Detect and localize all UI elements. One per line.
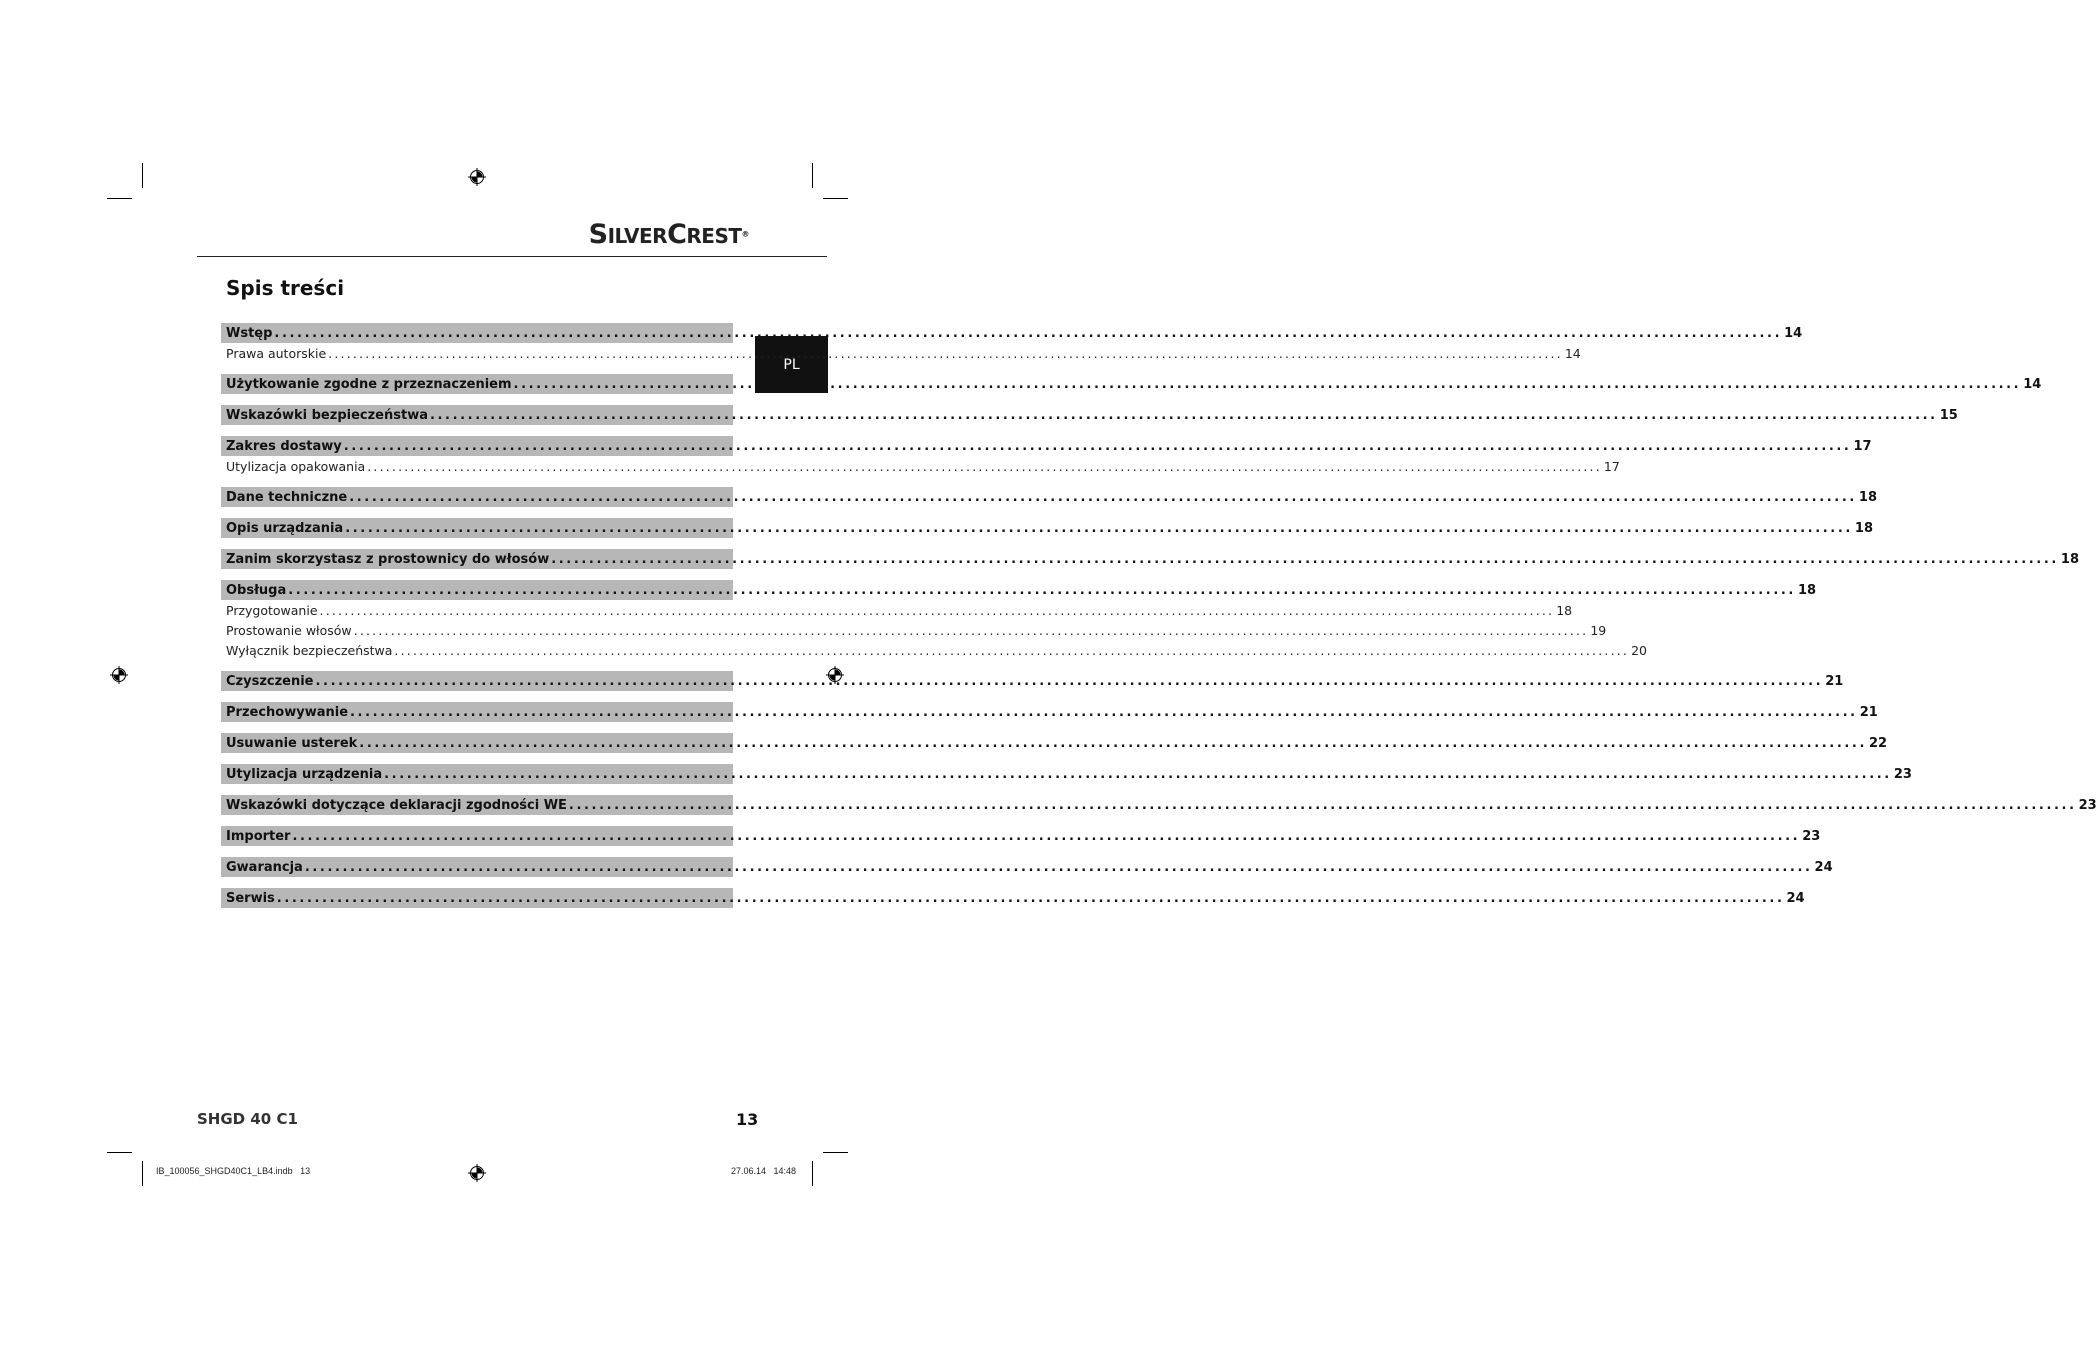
model-number: SHGD 40 C1 <box>197 1110 298 1128</box>
toc-entry-label: Przygotowanie <box>226 602 318 618</box>
page-number: 13 <box>736 1110 759 1129</box>
toc-entry-page: 23 <box>2078 797 2097 813</box>
crop-mark-top-left-h <box>107 198 132 199</box>
toc-entry-page: 14 <box>1784 325 1803 341</box>
toc-leader-dots: ........................................................................................................................................................................................................ <box>349 489 1857 505</box>
crop-mark-top-right-h <box>823 198 848 199</box>
toc-subsection[interactable] <box>221 640 1648 660</box>
toc-subsection[interactable] <box>221 620 1607 640</box>
toc-leader-dots: ........................................................................................................................................................................................................ <box>343 438 1852 454</box>
toc-leader-dots: ........................................................................................................................................................................................................ <box>345 520 1853 536</box>
toc-section[interactable] <box>221 487 1878 507</box>
toc-entry-label: Przechowywanie <box>226 704 349 720</box>
crop-mark-top-right-v <box>812 163 813 188</box>
toc-entry-label: Opis urządzania <box>226 520 344 536</box>
registration-mark-icon <box>110 666 128 684</box>
toc-entry-page: 19 <box>1590 622 1607 638</box>
crop-mark-bottom-right-h <box>823 1152 848 1153</box>
toc-entry-label: Utylizacja opakowania <box>226 458 366 474</box>
toc-entry-label: Importer <box>226 828 291 844</box>
toc-section[interactable] <box>221 733 1888 753</box>
toc-entry-page: 24 <box>1786 890 1805 906</box>
toc-entry-label: Wyłącznik bezpieczeństwa <box>226 642 393 658</box>
toc-entry-label: Wstęp <box>226 325 273 341</box>
print-slug-file: IB_100056_SHGD40C1_LB4.indb 13 <box>156 1166 311 1176</box>
toc-section[interactable] <box>221 671 1844 691</box>
toc-entry-page: 14 <box>2023 376 2042 392</box>
toc-entry-label: Wskazówki bezpieczeństwa <box>226 407 428 423</box>
toc-entry-page: 24 <box>1814 859 1833 875</box>
toc-leader-dots: ........................................................................................................................................................................................................ <box>568 797 2077 813</box>
toc-entry-label: Wskazówki dotyczące deklaracji zgodności WE <box>226 797 567 813</box>
toc-entry-page: 18 <box>2060 551 2080 567</box>
toc-leader-dots: ........................................................................................................................................................................................................ <box>359 735 1867 751</box>
crop-mark-bottom-right-v <box>812 1161 813 1186</box>
toc-section[interactable] <box>221 580 1817 600</box>
toc-section[interactable] <box>221 857 1833 877</box>
toc-leader-dots: ........................................................................................................................................................................................................ <box>353 622 1589 638</box>
toc-entry-label: Serwis <box>226 890 275 906</box>
toc-leader-dots: ........................................................................................................................................................................................................ <box>292 828 1801 844</box>
toc-leader-dots: ........................................................................................................................................................................................................ <box>367 458 1602 474</box>
toc-section[interactable] <box>221 436 1872 456</box>
toc-entry-label: Użytkowanie zgodne z przeznaczeniem <box>226 376 512 392</box>
toc-section[interactable] <box>221 826 1821 846</box>
toc-entry-label: Prawa autorskie <box>226 345 327 361</box>
toc-leader-dots: ........................................................................................................................................................................................................ <box>551 551 2059 567</box>
registration-mark-icon <box>468 168 486 186</box>
toc-entry-page: 18 <box>1858 489 1878 505</box>
toc-section[interactable] <box>221 764 1912 784</box>
toc-entry-label: Dane techniczne <box>226 489 348 505</box>
toc-section[interactable] <box>221 795 2097 815</box>
toc-leader-dots: ........................................................................................................................................................................................................ <box>513 376 2022 392</box>
toc-entry-label: Zanim skorzystasz z prostownicy do włosów <box>226 551 550 567</box>
toc-entry-label: Zakres dostawy <box>226 438 342 454</box>
toc-section[interactable] <box>221 888 1805 908</box>
toc-entry-label: Usuwanie usterek <box>226 735 358 751</box>
toc-entry-page: 23 <box>1893 766 1912 782</box>
brand-logo: SILVERCREST® <box>588 219 749 250</box>
toc-entry-page: 14 <box>1564 345 1581 361</box>
toc-entry-page: 18 <box>1556 602 1573 618</box>
toc-leader-dots: ........................................................................................................................................................................................................ <box>304 859 1813 875</box>
toc-entry-page: 23 <box>1802 828 1821 844</box>
toc-leader-dots: ........................................................................................................................................................................................................ <box>328 345 1563 361</box>
page-title: Spis treści <box>226 276 345 300</box>
toc-leader-dots: ........................................................................................................................................................................................................ <box>315 673 1824 689</box>
toc-subsection[interactable] <box>221 343 1581 363</box>
language-tab: PL <box>755 336 828 393</box>
toc-subsection[interactable] <box>221 600 1573 620</box>
toc-entry-page: 22 <box>1869 735 1888 751</box>
toc-section[interactable] <box>221 518 1874 538</box>
toc-entry-label: Obsługa <box>226 582 287 598</box>
toc-leader-dots: ........................................................................................................................................................................................................ <box>384 766 1892 782</box>
toc-entry-label: Prostowanie włosów <box>226 622 352 638</box>
toc-entry-page: 18 <box>1797 582 1817 598</box>
toc-entry-page: 21 <box>1859 704 1878 720</box>
toc-leader-dots: ........................................................................................................................................................................................................ <box>319 602 1555 618</box>
header-rule <box>197 256 827 257</box>
toc-entry-page: 18 <box>1854 520 1874 536</box>
toc-entry-page: 21 <box>1825 673 1844 689</box>
toc-leader-dots: ........................................................................................................................................................................................................ <box>394 642 1630 658</box>
toc-section[interactable] <box>221 702 1878 722</box>
registration-mark-icon <box>468 1164 486 1182</box>
toc-leader-dots: ........................................................................................................................................................................................................ <box>288 582 1796 598</box>
toc-entry-label: Gwarancja <box>226 859 303 875</box>
toc-leader-dots: ........................................................................................................................................................................................................ <box>274 325 1783 341</box>
toc-section[interactable] <box>221 549 2080 569</box>
print-slug-datetime: 27.06.14 14:48 <box>731 1166 797 1176</box>
toc-subsection[interactable] <box>221 456 1620 476</box>
toc-section[interactable] <box>221 374 2042 394</box>
toc-section[interactable] <box>221 405 1958 425</box>
toc-entry-page: 17 <box>1603 458 1620 474</box>
crop-mark-top-left-v <box>142 163 143 188</box>
toc-entry-page: 15 <box>1939 407 1958 423</box>
toc-leader-dots: ........................................................................................................................................................................................................ <box>350 704 1858 720</box>
toc-section[interactable] <box>221 323 1803 343</box>
crop-mark-bottom-left-h <box>107 1152 132 1153</box>
toc-entry-label: Utylizacja urządzenia <box>226 766 383 782</box>
toc-entry-page: 17 <box>1853 438 1872 454</box>
crop-mark-bottom-left-v <box>142 1161 143 1186</box>
toc-leader-dots: ........................................................................................................................................................................................................ <box>276 890 1785 906</box>
toc-entry-page: 20 <box>1631 642 1648 658</box>
toc-leader-dots: ........................................................................................................................................................................................................ <box>429 407 1938 423</box>
toc-entry-label: Czyszczenie <box>226 673 314 689</box>
